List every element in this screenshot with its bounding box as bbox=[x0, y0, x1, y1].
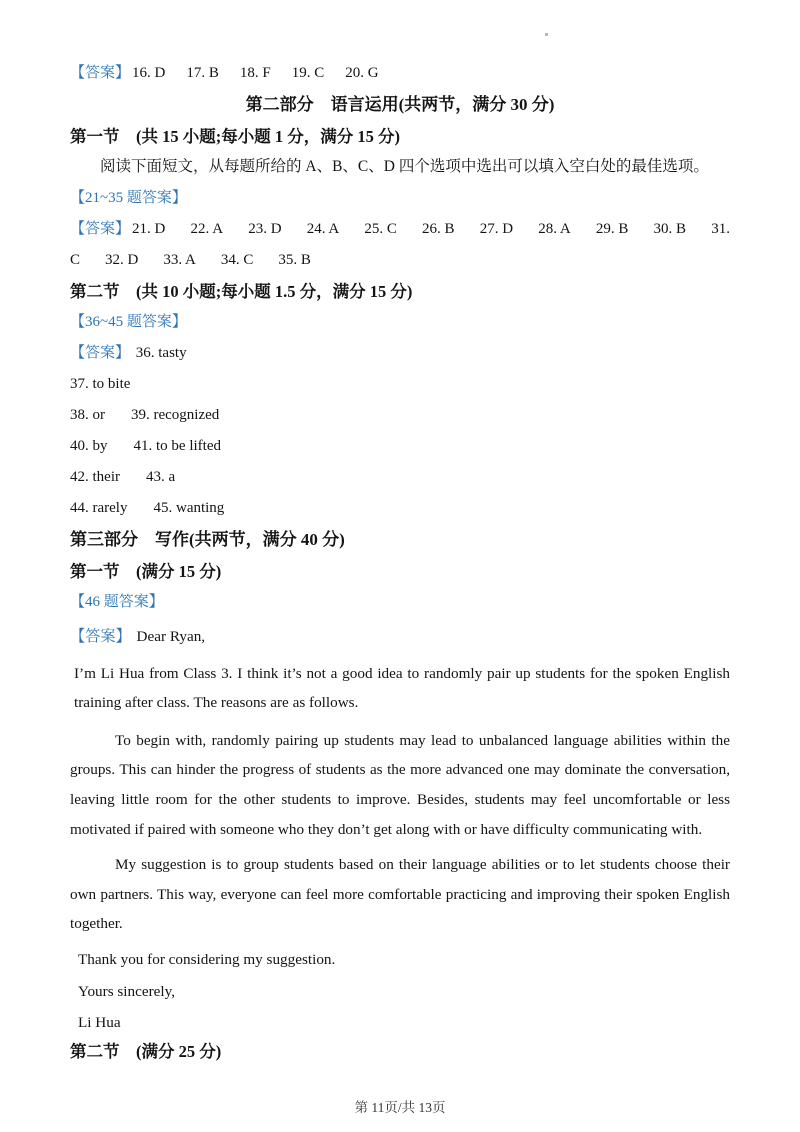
answer-label: 【答案】 bbox=[70, 221, 131, 237]
grammar-answers-row bbox=[70, 404, 730, 426]
answer-item: 31. bbox=[711, 221, 730, 237]
answer-item: 27. D bbox=[479, 221, 514, 237]
grammar-answers-row bbox=[70, 373, 730, 395]
answers-header-46: 【46 题答案】 bbox=[70, 594, 164, 610]
model-essay bbox=[70, 622, 730, 1038]
grammar-answers-row bbox=[70, 497, 730, 519]
answer-item: 44. rarely bbox=[70, 500, 128, 516]
cloze-instruction: 阅读下面短文，从每题所给的 A、B、C、D 四个选项中选出可以填入空白处的最佳选项。 bbox=[100, 158, 709, 175]
part2-section2-title: 第二节 (共 10 小题;每小题 1.5 分，满分 15 分) bbox=[70, 282, 413, 301]
answer-item: 23. D bbox=[248, 221, 282, 237]
answer-item: 45. wanting bbox=[153, 500, 225, 516]
answer-item: 26. B bbox=[422, 221, 455, 237]
answer-item: 40. by bbox=[70, 438, 108, 454]
answer-item: 29. B bbox=[595, 221, 629, 237]
grammar-answers-row bbox=[70, 435, 730, 457]
answer-label: 【答案】 bbox=[70, 65, 131, 81]
essay-thanks: Thank you for considering my suggestion. bbox=[78, 950, 336, 968]
answer-label: 【答案】 bbox=[70, 345, 131, 361]
grammar-answer-36-row bbox=[70, 342, 730, 364]
answer-item: 37. to bite bbox=[70, 376, 131, 392]
answer-item: 18. F bbox=[239, 65, 271, 81]
essay-signoff: Yours sincerely, bbox=[78, 982, 176, 1000]
answer-item: 17. B bbox=[186, 65, 219, 81]
essay-signature: Li Hua bbox=[78, 1014, 121, 1032]
cloze-answers-row-2 bbox=[70, 249, 730, 271]
essay-salutation: Dear Ryan, bbox=[136, 628, 206, 645]
answer-item: 34. C bbox=[220, 252, 254, 268]
answer-item: 30. B bbox=[653, 221, 687, 237]
part3-section1-title: 第一节 (满分 15 分) bbox=[70, 562, 222, 581]
part3-section2-title: 第二节 (满分 25 分) bbox=[70, 1041, 222, 1061]
answer-item: 21. D bbox=[132, 221, 166, 237]
answer-item: 28. A bbox=[538, 221, 571, 237]
answers-header-36-45: 【36~45 题答案】 bbox=[70, 314, 187, 330]
grammar-answers-row bbox=[70, 466, 730, 488]
answer-item: 25. C bbox=[364, 221, 397, 237]
answer-item: 38. or bbox=[70, 407, 105, 423]
essay-paragraph-1: I’m Li Hua from Class 3. I think it’s not a good idea to randomly pair up students for the spoken English training after class. The reasons are as follows. bbox=[74, 664, 730, 712]
answer-item: 43. a bbox=[146, 469, 176, 485]
answer-label: 【答案】 bbox=[70, 628, 131, 645]
answer-item: 39. recognized bbox=[131, 407, 220, 423]
answer-item: 42. their bbox=[70, 469, 120, 485]
answer-item: 35. B bbox=[278, 252, 311, 268]
answer-item: 41. to be lifted bbox=[133, 438, 221, 454]
answers-header-21-35: 【21~35 题答案】 bbox=[70, 190, 187, 206]
page-number-footer: 第 11页/共 13页 bbox=[354, 1100, 446, 1115]
part3-title: 第三部分 写作(共两节，满分 40 分) bbox=[70, 530, 345, 549]
part2-section1-title: 第一节 (共 15 小题;每小题 1 分，满分 15 分) bbox=[70, 127, 400, 146]
answer-item: 32. D bbox=[105, 252, 139, 268]
answer-item: 22. A bbox=[190, 221, 224, 237]
answer-item: 24. A bbox=[306, 221, 340, 237]
cloze-answer-items-1 bbox=[132, 218, 730, 240]
answer-item: 19. C bbox=[291, 65, 325, 81]
essay-paragraph-3: My suggestion is to group students based on their language abilities or to let students choose their own partners. This way, everyone can feel more comfortable practicing and improving their spoken English together. bbox=[70, 856, 730, 933]
essay-salutation-row bbox=[70, 622, 730, 652]
listening-answer-items bbox=[132, 65, 379, 81]
cloze-answers-row-1 bbox=[70, 218, 730, 240]
grammar-answer-36: 36. tasty bbox=[135, 345, 187, 361]
essay-paragraph-2: To begin with, randomly pairing up students may lead to unbalanced language abilities within the groups. This can hinder the progress of students as the more advanced one may dominate the conversation, leaving little room for the other students to improve. Besides, students may feel uncomfortable or less motivated if paired with someone who they don’t get along with or have difficulty communicating with. bbox=[70, 731, 730, 838]
answer-item: C bbox=[70, 252, 81, 268]
listening-answers-row bbox=[70, 62, 730, 84]
answer-item: 33. A bbox=[163, 252, 196, 268]
answer-item: 20. G bbox=[345, 65, 379, 81]
answer-item: 16. D bbox=[132, 65, 166, 81]
stray-mark bbox=[545, 33, 548, 36]
part2-title: 第二部分 语言运用(共两节，满分 30 分) bbox=[245, 95, 555, 114]
